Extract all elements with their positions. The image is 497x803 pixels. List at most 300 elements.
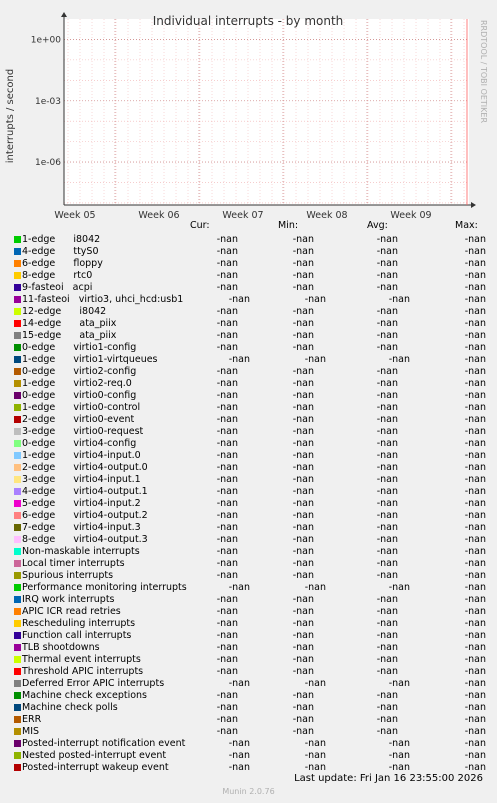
legend-swatch (14, 464, 21, 471)
legend-label: Machine check exceptions (22, 690, 147, 701)
x-tick-label: Week 06 (138, 210, 180, 220)
legend-value-avg: -nan (376, 606, 398, 617)
legend-value-cur: -nan (216, 666, 238, 677)
legend-value-min: -nan (292, 258, 314, 269)
legend-label: Deferred Error APIC interrupts (22, 678, 165, 689)
legend-value-avg: -nan (376, 546, 398, 557)
legend-swatch (14, 608, 21, 615)
plot-area (64, 19, 469, 205)
legend-swatch (14, 764, 21, 771)
legend-swatch (14, 488, 21, 495)
legend-value-cur: -nan (216, 414, 238, 425)
legend-value-min: -nan (292, 306, 314, 317)
legend-value-max: -nan (464, 630, 486, 641)
legend-value-min: -nan (304, 294, 326, 305)
legend-value-min: -nan (292, 702, 314, 713)
legend-value-max: -nan (464, 714, 486, 725)
legend-row (0, 450, 497, 462)
legend-value-max: -nan (464, 690, 486, 701)
legend-value-avg: -nan (376, 342, 398, 353)
legend-label: 3-edge virtio4-input.1 (22, 474, 141, 485)
legend-row (0, 618, 497, 630)
legend-value-max: -nan (464, 498, 486, 509)
legend-value-min: -nan (292, 690, 314, 701)
legend-value-avg: -nan (376, 414, 398, 425)
legend-swatch (14, 236, 21, 243)
legend-row (0, 462, 497, 474)
legend-value-max: -nan (464, 474, 486, 485)
legend-value-avg: -nan (376, 474, 398, 485)
legend-swatch (14, 596, 21, 603)
legend-swatch (14, 548, 21, 555)
x-tick-label: Week 05 (54, 210, 96, 220)
legend-value-avg: -nan (388, 582, 410, 593)
legend-value-cur: -nan (216, 726, 238, 737)
legend-value-min: -nan (292, 390, 314, 401)
legend-value-min: -nan (292, 330, 314, 341)
x-axis-arrow (471, 202, 476, 208)
legend-row (0, 702, 497, 714)
legend-swatch (14, 752, 21, 759)
legend-value-cur: -nan (216, 606, 238, 617)
legend-value-cur: -nan (216, 270, 238, 281)
legend-swatch (14, 500, 21, 507)
legend-label: ERR (22, 714, 42, 725)
legend-row (0, 690, 497, 702)
legend-row (0, 318, 497, 330)
legend-swatch (14, 524, 21, 531)
legend-value-min: -nan (292, 402, 314, 413)
legend-value-max: -nan (464, 366, 486, 377)
legend-label: IRQ work interrupts (22, 594, 115, 605)
legend-row (0, 510, 497, 522)
legend-row (0, 654, 497, 666)
legend-swatch (14, 452, 21, 459)
legend-row (0, 738, 497, 750)
legend-label: APIC ICR read retries (22, 606, 121, 617)
legend-value-max: -nan (464, 666, 486, 677)
legend-value-cur: -nan (216, 366, 238, 377)
legend-value-min: -nan (292, 342, 314, 353)
legend-row (0, 546, 497, 558)
legend-swatch (14, 704, 21, 711)
legend-label: 5-edge virtio4-input.2 (22, 498, 141, 509)
legend-value-max: -nan (464, 438, 486, 449)
legend-value-cur: -nan (216, 702, 238, 713)
legend-value-max: -nan (464, 342, 486, 353)
legend-swatch (14, 512, 21, 519)
legend-row (0, 726, 497, 738)
legend-value-max: -nan (464, 642, 486, 653)
legend-row (0, 534, 497, 546)
legend-label: 1-edge virtio0-control (22, 402, 141, 413)
legend-label: 15-edge ata_piix (22, 330, 117, 341)
legend-label: 6-edge virtio4-output.2 (22, 510, 148, 521)
legend-value-avg: -nan (376, 726, 398, 737)
legend-value-cur: -nan (216, 390, 238, 401)
legend-label: 1-edge virtio2-req.0 (22, 378, 132, 389)
legend-value-cur: -nan (216, 318, 238, 329)
legend-label: 8-edge virtio4-output.3 (22, 534, 148, 545)
legend-swatch (14, 404, 21, 411)
y-tick-label: 1e+00 (30, 35, 61, 46)
legend-swatch (14, 284, 21, 291)
legend-value-avg: -nan (388, 678, 410, 689)
legend-label: TLB shootdowns (22, 642, 100, 653)
legend-value-max: -nan (464, 402, 486, 413)
legend-value-max: -nan (464, 378, 486, 389)
legend-row (0, 486, 497, 498)
legend-value-avg: -nan (376, 270, 398, 281)
legend-value-avg: -nan (388, 762, 410, 773)
legend-value-min: -nan (304, 738, 326, 749)
legend-row (0, 570, 497, 582)
legend-value-cur: -nan (216, 486, 238, 497)
legend-label: 3-edge virtio0-request (22, 426, 144, 437)
legend-label: 0-edge virtio0-config (22, 390, 137, 401)
legend-row (0, 342, 497, 354)
legend-value-min: -nan (292, 618, 314, 629)
legend-value-min: -nan (292, 534, 314, 545)
x-tick-label: Week 09 (390, 210, 432, 220)
munin-version: Munin 2.0.76 (222, 787, 275, 796)
legend-value-avg: -nan (376, 666, 398, 677)
legend-swatch (14, 692, 21, 699)
legend-label: 0-edge virtio1-config (22, 342, 137, 353)
legend-label: 11-fasteoi virtio3, uhci_hcd:usb1 (22, 294, 184, 305)
legend-label: 12-edge i8042 (22, 306, 107, 317)
legend-swatch (14, 344, 21, 351)
legend-swatch (14, 260, 21, 267)
legend-label: 0-edge virtio4-config (22, 438, 137, 449)
legend-value-max: -nan (464, 246, 486, 257)
legend-row (0, 270, 497, 282)
legend-value-cur: -nan (216, 690, 238, 701)
legend-row (0, 246, 497, 258)
legend-value-cur: -nan (216, 330, 238, 341)
legend-swatch (14, 248, 21, 255)
legend-label: Posted-interrupt wakeup event (22, 762, 169, 773)
legend-value-min: -nan (292, 714, 314, 725)
legend-swatch (14, 332, 21, 339)
legend-label: 9-fasteoi acpi (22, 282, 93, 293)
legend-value-min: -nan (292, 642, 314, 653)
legend-row (0, 522, 497, 534)
legend-value-avg: -nan (376, 426, 398, 437)
legend-row (0, 666, 497, 678)
legend-value-min: -nan (292, 486, 314, 497)
legend-swatch (14, 572, 21, 579)
legend-value-avg: -nan (376, 366, 398, 377)
legend-row (0, 390, 497, 402)
legend-label: Thermal event interrupts (22, 654, 141, 665)
legend-value-avg: -nan (376, 558, 398, 569)
legend-value-cur: -nan (216, 246, 238, 257)
legend-value-max: -nan (464, 258, 486, 269)
legend-row (0, 750, 497, 762)
legend-swatch (14, 272, 21, 279)
legend-row (0, 594, 497, 606)
legend-value-cur: -nan (216, 630, 238, 641)
legend-row (0, 714, 497, 726)
legend-value-max: -nan (464, 750, 486, 761)
legend-label: Spurious interrupts (22, 570, 114, 581)
legend-value-cur: -nan (216, 306, 238, 317)
legend-value-min: -nan (292, 594, 314, 605)
legend-swatch (14, 668, 21, 675)
legend-value-avg: -nan (376, 258, 398, 269)
legend-value-avg: -nan (376, 282, 398, 293)
legend-label: Function call interrupts (22, 630, 132, 641)
legend-value-max: -nan (464, 486, 486, 497)
legend-value-min: -nan (292, 282, 314, 293)
legend-label: Local timer interrupts (22, 558, 125, 569)
legend-value-cur: -nan (228, 750, 250, 761)
legend-label: 1-edge i8042 (22, 234, 101, 245)
legend-value-cur: -nan (216, 594, 238, 605)
legend-row (0, 474, 497, 486)
legend-value-cur: -nan (216, 342, 238, 353)
legend-value-cur: -nan (216, 570, 238, 581)
legend-value-avg: -nan (388, 294, 410, 305)
legend-value-max: -nan (464, 234, 486, 245)
legend-value-cur: -nan (216, 498, 238, 509)
legend-row (0, 258, 497, 270)
legend-value-avg: -nan (376, 522, 398, 533)
legend-value-avg: -nan (388, 738, 410, 749)
legend-label: MIS (22, 726, 40, 737)
legend-swatch (14, 656, 21, 663)
legend-swatch (14, 308, 21, 315)
legend-value-avg: -nan (376, 378, 398, 389)
legend-value-avg: -nan (376, 402, 398, 413)
legend-label: Threshold APIC interrupts (22, 666, 144, 677)
legend-value-cur: -nan (216, 558, 238, 569)
legend-swatch (14, 416, 21, 423)
legend-value-cur: -nan (216, 642, 238, 653)
legend-swatch (14, 620, 21, 627)
chart-title: Individual interrupts - by month (152, 14, 344, 28)
legend-value-max: -nan (464, 390, 486, 401)
legend-row (0, 606, 497, 618)
legend-value-min: -nan (304, 750, 326, 761)
legend-swatch (14, 716, 21, 723)
legend-value-max: -nan (464, 354, 486, 365)
legend-value-avg: -nan (376, 318, 398, 329)
legend-value-cur: -nan (216, 282, 238, 293)
legend-header-min: Min: (278, 220, 299, 231)
legend-row (0, 366, 497, 378)
legend-value-avg: -nan (376, 642, 398, 653)
legend-value-min: -nan (292, 654, 314, 665)
legend-swatch (14, 368, 21, 375)
legend-row (0, 354, 497, 366)
legend-swatch (14, 380, 21, 387)
x-tick-label: Week 07 (222, 210, 264, 220)
legend-row (0, 306, 497, 318)
chart (0, 0, 497, 220)
legend-row (0, 282, 497, 294)
legend-value-cur: -nan (216, 534, 238, 545)
legend-value-min: -nan (292, 570, 314, 581)
legend-value-max: -nan (464, 738, 486, 749)
legend-value-min: -nan (304, 678, 326, 689)
legend-value-min: -nan (292, 414, 314, 425)
legend-value-max: -nan (464, 282, 486, 293)
legend-value-avg: -nan (376, 450, 398, 461)
legend-value-max: -nan (464, 702, 486, 713)
legend-value-avg: -nan (376, 594, 398, 605)
legend-value-avg: -nan (376, 618, 398, 629)
legend-value-cur: -nan (216, 450, 238, 461)
legend-value-min: -nan (292, 498, 314, 509)
legend-value-avg: -nan (376, 438, 398, 449)
y-tick-label: 1e-06 (35, 158, 61, 169)
legend-value-max: -nan (464, 654, 486, 665)
legend-value-max: -nan (464, 606, 486, 617)
legend-value-cur: -nan (216, 462, 238, 473)
legend-swatch (14, 392, 21, 399)
legend-value-max: -nan (464, 330, 486, 341)
legend-value-max: -nan (464, 294, 486, 305)
legend-label: Nested posted-interrupt event (22, 750, 167, 761)
legend-swatch (14, 560, 21, 567)
legend-value-avg: -nan (376, 654, 398, 665)
legend-value-cur: -nan (216, 426, 238, 437)
legend-value-cur: -nan (228, 582, 250, 593)
legend-swatch (14, 536, 21, 543)
legend-value-min: -nan (292, 366, 314, 377)
legend-value-min: -nan (292, 462, 314, 473)
legend-value-min: -nan (292, 474, 314, 485)
legend-header-avg: Avg: (367, 220, 388, 231)
legend-value-avg: -nan (376, 714, 398, 725)
legend-value-min: -nan (292, 666, 314, 677)
legend-value-min: -nan (292, 378, 314, 389)
legend-label: Non-maskable interrupts (22, 546, 140, 557)
legend-value-cur: -nan (216, 378, 238, 389)
legend-value-cur: -nan (216, 474, 238, 485)
legend-value-cur: -nan (228, 678, 250, 689)
legend-value-max: -nan (464, 270, 486, 281)
legend-value-avg: -nan (376, 486, 398, 497)
legend-swatch (14, 296, 21, 303)
legend-label: Rescheduling interrupts (22, 618, 136, 629)
legend-value-avg: -nan (388, 750, 410, 761)
legend-value-max: -nan (464, 726, 486, 737)
legend-value-max: -nan (464, 414, 486, 425)
legend-row (0, 402, 497, 414)
last-update: Last update: Fri Jan 16 23:55:00 2026 (294, 773, 483, 784)
legend-swatch (14, 740, 21, 747)
legend-value-max: -nan (464, 558, 486, 569)
legend-label: 1-edge virtio4-input.0 (22, 450, 141, 461)
legend-row (0, 294, 497, 306)
legend-value-cur: -nan (216, 510, 238, 521)
legend-value-avg: -nan (376, 462, 398, 473)
legend-value-avg: -nan (376, 534, 398, 545)
legend-row (0, 438, 497, 450)
legend-value-max: -nan (464, 450, 486, 461)
legend-value-max: -nan (464, 594, 486, 605)
y-axis-arrow (61, 12, 67, 17)
legend-row (0, 426, 497, 438)
legend-header-max: Max: (455, 220, 478, 231)
rrdtool-credit: RRDTOOL / TOBI OETIKER (479, 20, 488, 124)
legend-value-min: -nan (292, 234, 314, 245)
legend-value-max: -nan (464, 534, 486, 545)
legend-swatch (14, 632, 21, 639)
legend-label: 6-edge floppy (22, 258, 103, 269)
legend-swatch (14, 680, 21, 687)
legend-value-cur: -nan (216, 618, 238, 629)
legend-row (0, 498, 497, 510)
legend-row (0, 630, 497, 642)
legend-value-avg: -nan (376, 498, 398, 509)
legend-label: Posted-interrupt notification event (22, 738, 186, 749)
legend-value-min: -nan (292, 630, 314, 641)
legend-value-cur: -nan (228, 762, 250, 773)
legend-value-cur: -nan (216, 234, 238, 245)
legend-swatch (14, 584, 21, 591)
x-tick-label: Week 08 (306, 210, 348, 220)
legend-swatch (14, 644, 21, 651)
legend-value-cur: -nan (216, 522, 238, 533)
legend-value-min: -nan (304, 354, 326, 365)
legend-row (0, 234, 497, 246)
legend-value-max: -nan (464, 570, 486, 581)
legend-row (0, 582, 497, 594)
legend-label: 2-edge virtio4-output.0 (22, 462, 148, 473)
y-axis-label: interrupts / second (5, 68, 16, 164)
legend-value-max: -nan (464, 318, 486, 329)
legend-value-min: -nan (292, 726, 314, 737)
legend-label: Machine check polls (22, 702, 118, 713)
legend-value-avg: -nan (376, 570, 398, 581)
legend-value-max: -nan (464, 306, 486, 317)
legend-swatch (14, 320, 21, 327)
legend-swatch (14, 428, 21, 435)
legend-swatch (14, 728, 21, 735)
legend-value-avg: -nan (376, 510, 398, 521)
legend-label: 7-edge virtio4-input.3 (22, 522, 141, 533)
legend-value-cur: -nan (216, 402, 238, 413)
legend-label: 1-edge virtio1-virtqueues (22, 354, 158, 365)
y-tick-label: 1e-03 (35, 96, 61, 107)
legend-value-max: -nan (464, 510, 486, 521)
legend-value-cur: -nan (216, 714, 238, 725)
legend-value-max: -nan (464, 462, 486, 473)
legend-value-avg: -nan (376, 702, 398, 713)
legend-value-avg: -nan (376, 390, 398, 401)
legend-value-min: -nan (292, 522, 314, 533)
legend-swatch (14, 440, 21, 447)
legend-value-cur: -nan (216, 438, 238, 449)
legend-swatch (14, 476, 21, 483)
legend-value-min: -nan (292, 558, 314, 569)
legend-value-avg: -nan (388, 354, 410, 365)
legend-value-max: -nan (464, 522, 486, 533)
legend-value-cur: -nan (228, 738, 250, 749)
legend-label: Performance monitoring interrupts (22, 582, 187, 593)
legend-value-max: -nan (464, 582, 486, 593)
legend-row (0, 414, 497, 426)
legend-value-min: -nan (292, 318, 314, 329)
legend-row (0, 678, 497, 690)
legend-value-min: -nan (304, 582, 326, 593)
legend-row (0, 378, 497, 390)
legend-value-cur: -nan (216, 258, 238, 269)
